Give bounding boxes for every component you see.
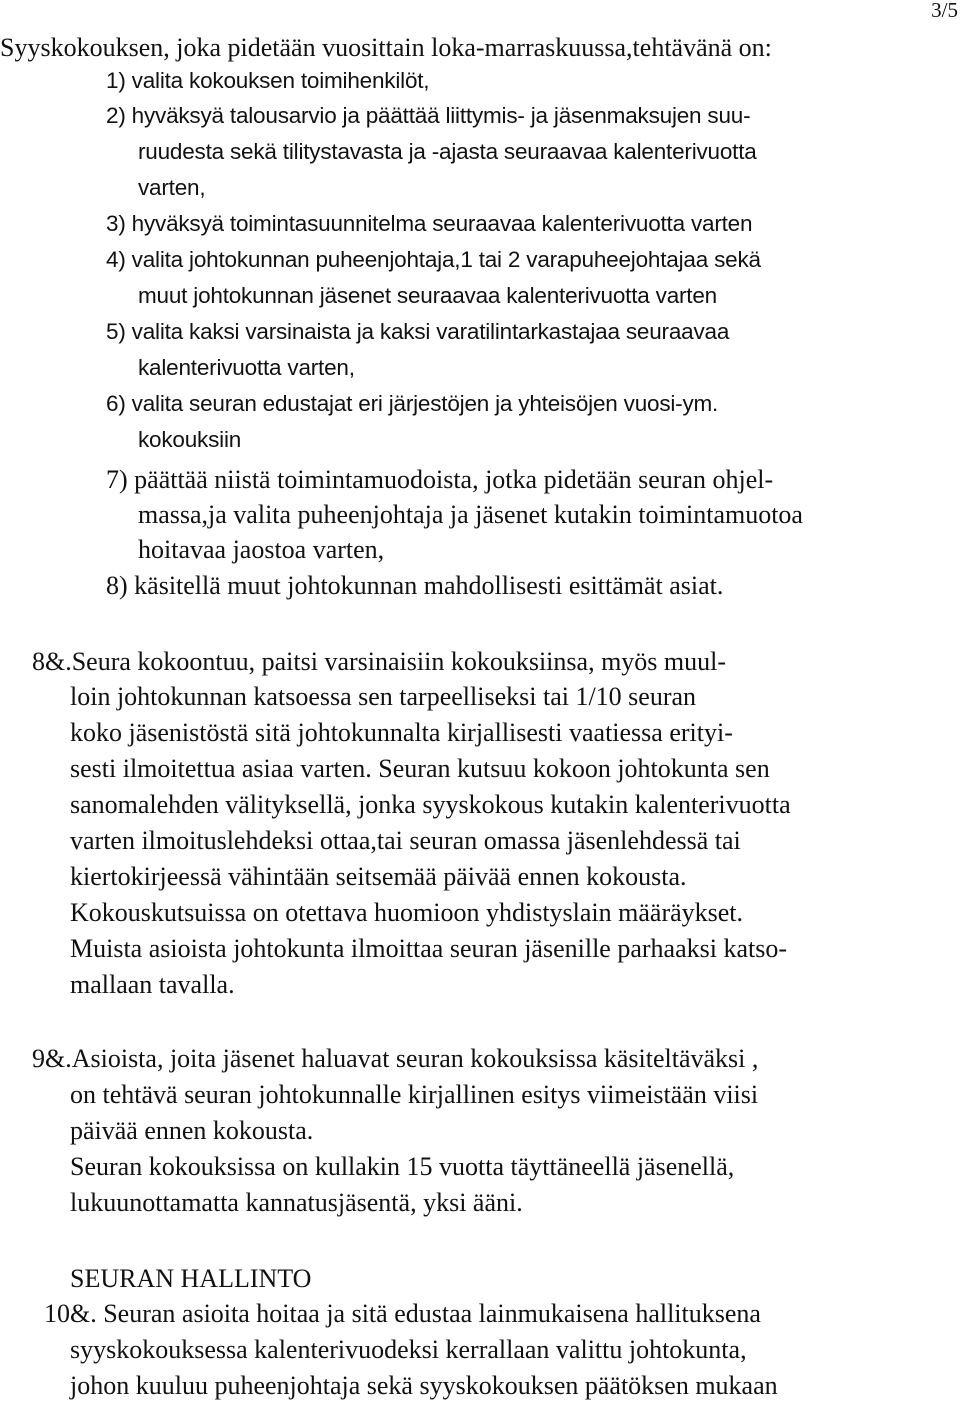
paragraph-line: loin johtokunnan katsoessa sen tarpeelliseksi tai 1/10 seuran (70, 682, 697, 711)
section-heading: SEURAN HALLINTO (70, 1264, 312, 1293)
list-line: kalenterivuotta varten, (138, 355, 355, 380)
paragraph-line: Kokouskutsuissa on otettava huomioon yhdistyslain määräykset. (70, 898, 744, 927)
paragraph-line: Seuran kokouksissa on kullakin 15 vuotta täyttäneellä jäsenellä, (70, 1152, 735, 1181)
list-line: 2) hyväksyä talousarvio ja päättää liittymis- ja jäsenmaksujen suu- (106, 103, 751, 128)
list-line: kokouksiin (138, 427, 242, 452)
list-line: 5) valita kaksi varsinaista ja kaksi varatilintarkastajaa seuraavaa (106, 319, 730, 344)
list-line: hoitavaa jaostoa varten, (138, 535, 385, 564)
paragraph-line: kiertokirjeessä vähintään seitsemää päivää ennen kokousta. (70, 862, 687, 891)
list-line: 8) käsitellä muut johtokunnan mahdollisesti esittämät asiat. (106, 571, 724, 600)
paragraph-line: 8&.Seura kokoontuu, paitsi varsinaisiin kokouksiinsa, myös muul- (32, 647, 727, 676)
paragraph-line: mallaan tavalla. (70, 970, 235, 999)
list-line: 3) hyväksyä toimintasuunnitelma seuraavaa kalenterivuotta varten (106, 211, 753, 236)
paragraph-line: sanomalehden välityksellä, jonka syyskokous kutakin kalenterivuotta (70, 790, 791, 819)
list-line: 7) päättää niistä toimintamuodoista, jotka pidetään seuran ohjel- (106, 465, 774, 494)
paragraph-line: sesti ilmoitettua asiaa varten. Seuran kutsuu kokoon johtokunta sen (70, 754, 770, 783)
list-line: 6) valita seuran edustajat eri järjestöjen ja yhteisöjen vuosi-ym. (106, 391, 719, 416)
intro-line: Syyskokouksen, joka pidetään vuosittain loka-marraskuussa,tehtävänä on: (0, 33, 772, 62)
paragraph-line: varten ilmoituslehdeksi ottaa,tai seuran omassa jäsenlehdessä tai (70, 826, 741, 855)
paragraph-line: syyskokouksessa kalenterivuodeksi kerrallaan valittu johtokunta, (70, 1335, 747, 1364)
paragraph-line: 9&.Asioista, joita jäsenet haluavat seuran kokouksissa käsiteltäväksi , (32, 1044, 759, 1073)
paragraph-line: koko jäsenistöstä sitä johtokunnalta kirjallisesti vaatiessa erityi- (70, 718, 733, 747)
paragraph-line: Muista asioista johtokunta ilmoittaa seuran jäsenille parhaaksi katso- (70, 934, 787, 963)
list-line: muut johtokunnan jäsenet seuraavaa kalenterivuotta varten (138, 283, 717, 308)
list-line: ruudesta sekä tilitystavasta ja -ajasta seuraavaa kalenterivuotta (138, 139, 757, 164)
list-line: 4) valita johtokunnan puheenjohtaja,1 tai 2 varapuheejohtajaa sekä (106, 247, 761, 272)
list-line: 1) valita kokouksen toimihenkilöt, (106, 68, 430, 93)
page-number: 3/5 (931, 0, 958, 22)
paragraph-line: on tehtävä seuran johtokunnalle kirjallinen esitys viimeistään viisi (70, 1080, 759, 1109)
list-line: varten, (138, 175, 206, 200)
list-line: massa,ja valita puheenjohtaja ja jäsenet kutakin toimintamuotoa (138, 500, 803, 529)
paragraph-line: päivää ennen kokousta. (70, 1116, 314, 1145)
paragraph-line: lukuunottamatta kannatusjäsentä, yksi ääni. (70, 1188, 523, 1217)
paragraph-line: johon kuuluu puheenjohtaja sekä syyskokouksen päätöksen mukaan (70, 1371, 778, 1400)
paragraph-line: 10&. Seuran asioita hoitaa ja sitä edustaa lainmukaisena hallituksena (44, 1299, 761, 1328)
